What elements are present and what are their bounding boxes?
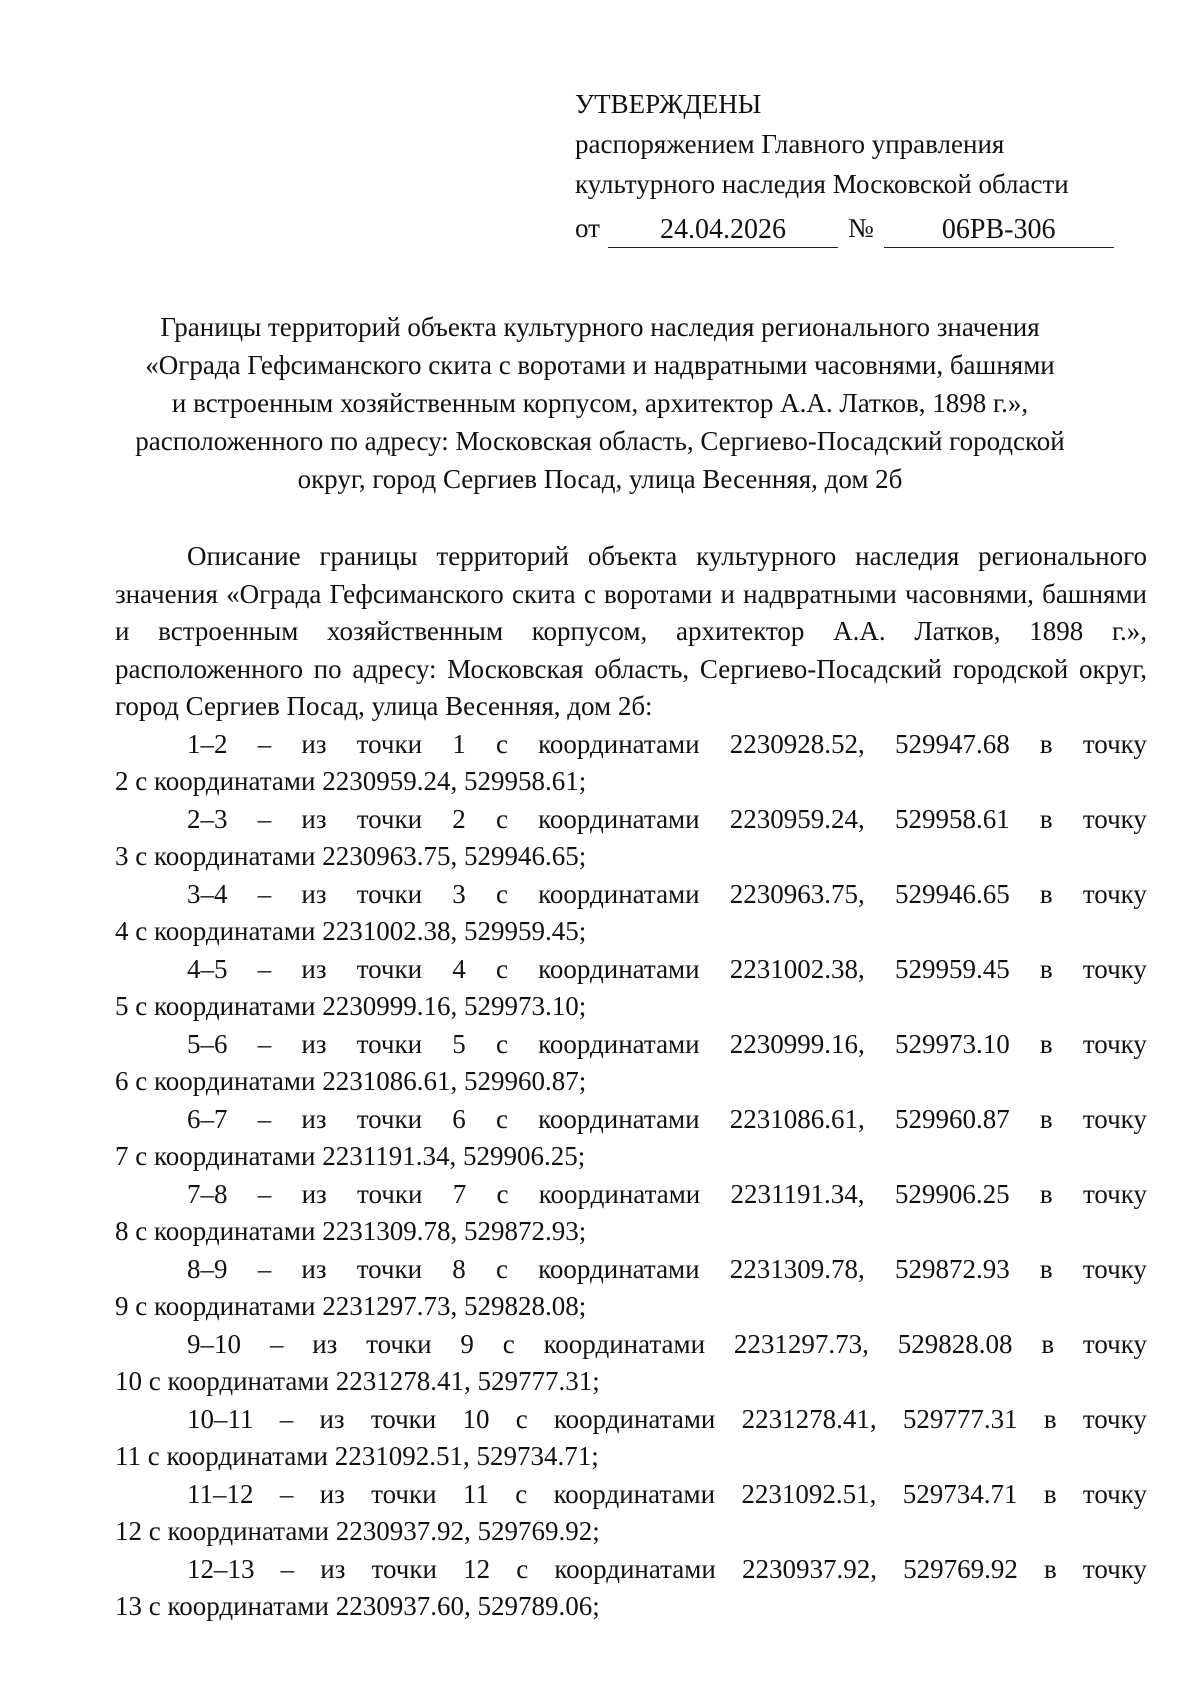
from-word: из bbox=[301, 803, 327, 834]
segment-id: 5–6 bbox=[187, 1028, 228, 1059]
approval-line-2: культурного наследия Московской области bbox=[575, 169, 1069, 199]
approval-number: 06РВ-306 bbox=[884, 213, 1114, 248]
coords-word: координатами bbox=[538, 953, 700, 984]
document-body bbox=[115, 538, 1147, 1626]
dash: – bbox=[257, 1178, 272, 1209]
in-word: в bbox=[1043, 1553, 1057, 1584]
segment-first-line bbox=[115, 876, 1147, 914]
from-label: от bbox=[575, 213, 600, 243]
segment-second-line: 12 с координатами 2230937.92, 529769.92; bbox=[115, 1516, 600, 1546]
coords-word: координатами bbox=[554, 1553, 716, 1584]
segment-first-line bbox=[115, 1176, 1147, 1214]
segment-first-line bbox=[115, 951, 1147, 989]
with-word: с bbox=[515, 1403, 528, 1434]
to-point-word: точку bbox=[1082, 1328, 1147, 1359]
from-coord-y: 529769.92 bbox=[903, 1553, 1018, 1584]
point-word: точки bbox=[357, 1178, 423, 1209]
with-word: с bbox=[502, 1328, 515, 1359]
point-word: точки bbox=[356, 728, 423, 759]
segment-first-line bbox=[115, 1551, 1147, 1589]
from-word: из bbox=[301, 953, 327, 984]
from-point: 1 bbox=[452, 728, 466, 759]
segment-first-line bbox=[115, 1401, 1147, 1439]
from-coord-y: 529960.87 bbox=[894, 1103, 1010, 1134]
point-word: точки bbox=[356, 1028, 423, 1059]
number-sign: № bbox=[847, 213, 874, 243]
from-coord-y: 529777.31 bbox=[902, 1403, 1018, 1434]
from-point: 4 bbox=[452, 953, 466, 984]
coords-word: координатами bbox=[538, 1178, 701, 1209]
from-word: из bbox=[301, 1178, 327, 1209]
segment-second-line: 4 с координатами 2231002.38, 529959.45; bbox=[115, 916, 587, 946]
boundary-segment bbox=[115, 951, 1147, 1026]
segment-second-line: 10 с координатами 2231278.41, 529777.31; bbox=[115, 1366, 600, 1396]
coords-word: координатами bbox=[538, 1028, 700, 1059]
from-coord-x: 2231092.51, bbox=[741, 1478, 877, 1509]
boundary-segment bbox=[115, 1251, 1147, 1326]
segment-first-line bbox=[115, 1326, 1147, 1364]
from-point: 7 bbox=[452, 1178, 467, 1209]
from-coord-x: 2230928.52, bbox=[729, 728, 865, 759]
from-word: из bbox=[301, 1028, 327, 1059]
segment-id: 12–13 bbox=[187, 1553, 255, 1584]
boundary-segment bbox=[115, 726, 1147, 801]
in-word: в bbox=[1039, 728, 1053, 759]
segment-first-line bbox=[115, 1476, 1147, 1514]
dash: – bbox=[257, 953, 272, 984]
from-word: из bbox=[301, 878, 327, 909]
in-word: в bbox=[1039, 803, 1053, 834]
title-line: и встроенным хозяйственным корпусом, архитектор А.А. Латков, 1898 г.», bbox=[171, 388, 1029, 418]
coords-word: координатами bbox=[538, 1253, 700, 1284]
from-coord-y: 529828.08 bbox=[897, 1328, 1013, 1359]
segment-id: 6–7 bbox=[187, 1103, 228, 1134]
from-word: из bbox=[319, 1403, 345, 1434]
from-coord-x: 2230999.16, bbox=[729, 1028, 865, 1059]
in-word: в bbox=[1041, 1328, 1055, 1359]
coords-word: координатами bbox=[538, 728, 700, 759]
segment-list bbox=[115, 726, 1147, 1626]
in-word: в bbox=[1039, 1178, 1053, 1209]
with-word: с bbox=[495, 1103, 508, 1134]
dash: – bbox=[257, 803, 272, 834]
boundary-segment bbox=[115, 1326, 1147, 1401]
segment-second-line: 9 с координатами 2231297.73, 529828.08; bbox=[115, 1291, 587, 1321]
with-word: с bbox=[495, 878, 508, 909]
from-point: 8 bbox=[452, 1253, 466, 1284]
segment-id: 9–10 bbox=[187, 1328, 241, 1359]
boundary-segment bbox=[115, 1551, 1147, 1626]
segment-first-line bbox=[115, 1251, 1147, 1289]
to-point-word: точку bbox=[1082, 953, 1147, 984]
segment-second-line: 6 с координатами 2231086.61, 529960.87; bbox=[115, 1066, 587, 1096]
point-word: точки bbox=[356, 953, 423, 984]
dash: – bbox=[279, 1478, 294, 1509]
segment-second-line: 13 с координатами 2230937.60, 529789.06; bbox=[115, 1591, 600, 1621]
segment-id: 11–12 bbox=[187, 1478, 254, 1509]
segment-id: 7–8 bbox=[187, 1178, 228, 1209]
point-word: точки bbox=[356, 1103, 423, 1134]
segment-id: 1–2 bbox=[187, 728, 228, 759]
dash: – bbox=[269, 1328, 284, 1359]
from-coord-y: 529959.45 bbox=[894, 953, 1010, 984]
title-line: Границы территорий объекта культурного наследия регионального значения bbox=[160, 312, 1040, 342]
from-word: из bbox=[319, 1478, 345, 1509]
to-point-word: точку bbox=[1082, 1103, 1147, 1134]
point-word: точки bbox=[366, 1328, 432, 1359]
segment-second-line: 11 с координатами 2231092.51, 529734.71; bbox=[115, 1441, 599, 1471]
from-coord-y: 529734.71 bbox=[902, 1478, 1018, 1509]
boundary-segment bbox=[115, 1101, 1147, 1176]
intro-paragraph: Описание границы территорий объекта культурного наследия регионального значения «Ограда Гефсиманского скита с воротами и надвратными часовнями, башнями и встроенным хозяйственным корпусом, архитектор А.А. Латков, 1898 г.», расположенного по адресу: Московская область, Сергиево-Посадский городской округ, город Сергиев Посад, улица Весенняя, дом 2б: bbox=[115, 541, 1147, 721]
segment-first-line bbox=[115, 726, 1147, 764]
in-word: в bbox=[1039, 953, 1053, 984]
segment-second-line: 5 с координатами 2230999.16, 529973.10; bbox=[115, 991, 587, 1021]
segment-first-line bbox=[115, 801, 1147, 839]
approval-date: 24.04.2026 bbox=[608, 213, 838, 248]
point-word: точки bbox=[356, 878, 423, 909]
with-word: с bbox=[495, 1253, 508, 1284]
segment-id: 3–4 bbox=[187, 878, 228, 909]
with-word: с bbox=[515, 1478, 528, 1509]
coords-word: координатами bbox=[538, 1103, 700, 1134]
dash: – bbox=[257, 878, 272, 909]
boundary-segment bbox=[115, 801, 1147, 876]
point-word: точки bbox=[370, 1403, 437, 1434]
segment-second-line: 3 с координатами 2230963.75, 529946.65; bbox=[115, 841, 587, 871]
dash: – bbox=[257, 1028, 272, 1059]
from-point: 5 bbox=[452, 1028, 466, 1059]
title-line: округ, город Сергиев Посад, улица Весенняя, дом 2б bbox=[297, 464, 903, 494]
title-line: расположенного по адресу: Московская область, Сергиево-Посадский городской bbox=[135, 426, 1065, 456]
segment-id: 10–11 bbox=[187, 1403, 254, 1434]
with-word: с bbox=[495, 803, 508, 834]
from-point: 12 bbox=[463, 1553, 491, 1584]
coords-word: координатами bbox=[538, 878, 700, 909]
from-coord-x: 2230937.92, bbox=[741, 1553, 877, 1584]
coords-word: координатами bbox=[553, 1403, 716, 1434]
from-point: 10 bbox=[462, 1403, 490, 1434]
segment-first-line bbox=[115, 1101, 1147, 1139]
from-coord-x: 2231086.61, bbox=[729, 1103, 865, 1134]
from-word: из bbox=[301, 1103, 327, 1134]
to-point-word: точку bbox=[1082, 1403, 1147, 1434]
to-point-word: точку bbox=[1082, 1478, 1147, 1509]
from-coord-x: 2231278.41, bbox=[741, 1403, 877, 1434]
in-word: в bbox=[1043, 1403, 1057, 1434]
boundary-segment bbox=[115, 1401, 1147, 1476]
coords-word: координатами bbox=[553, 1478, 716, 1509]
from-coord-x: 2231191.34, bbox=[730, 1178, 865, 1209]
to-point-word: точку bbox=[1082, 1178, 1147, 1209]
to-point-word: точку bbox=[1082, 1253, 1147, 1284]
from-coord-x: 2231297.73, bbox=[733, 1328, 869, 1359]
boundary-segment bbox=[115, 876, 1147, 951]
from-word: из bbox=[301, 728, 327, 759]
segment-first-line bbox=[115, 1026, 1147, 1064]
segment-second-line: 2 с координатами 2230959.24, 529958.61; bbox=[115, 766, 587, 796]
from-point: 9 bbox=[460, 1328, 474, 1359]
in-word: в bbox=[1043, 1478, 1057, 1509]
in-word: в bbox=[1039, 1103, 1053, 1134]
from-word: из bbox=[312, 1328, 338, 1359]
from-coord-y: 529958.61 bbox=[894, 803, 1010, 834]
to-point-word: точку bbox=[1082, 878, 1147, 909]
dash: – bbox=[280, 1553, 295, 1584]
from-coord-y: 529872.93 bbox=[894, 1253, 1010, 1284]
from-coord-x: 2231002.38, bbox=[729, 953, 865, 984]
coords-word: координатами bbox=[538, 803, 700, 834]
coords-word: координатами bbox=[543, 1328, 706, 1359]
with-word: с bbox=[495, 728, 508, 759]
segment-second-line: 7 с координатами 2231191.34, 529906.25; bbox=[115, 1141, 586, 1171]
to-point-word: точку bbox=[1082, 728, 1147, 759]
approval-block bbox=[575, 84, 1115, 248]
dash: – bbox=[257, 1103, 272, 1134]
from-point: 6 bbox=[452, 1103, 466, 1134]
in-word: в bbox=[1039, 1253, 1053, 1284]
title-line: «Ограда Гефсиманского скита с воротами и надвратными часовнями, башнями bbox=[145, 350, 1055, 380]
segment-id: 2–3 bbox=[187, 803, 228, 834]
to-point-word: точку bbox=[1082, 1028, 1147, 1059]
with-word: с bbox=[516, 1553, 529, 1584]
from-coord-x: 2230959.24, bbox=[729, 803, 865, 834]
boundary-segment bbox=[115, 1176, 1147, 1251]
from-word: из bbox=[301, 1253, 327, 1284]
from-coord-y: 529947.68 bbox=[894, 728, 1010, 759]
with-word: с bbox=[495, 1028, 508, 1059]
with-word: с bbox=[496, 1178, 509, 1209]
dash: – bbox=[279, 1403, 294, 1434]
approval-line-1: распоряжением Главного управления bbox=[575, 129, 1005, 159]
segment-second-line: 8 с координатами 2231309.78, 529872.93; bbox=[115, 1216, 587, 1246]
from-coord-x: 2230963.75, bbox=[729, 878, 865, 909]
document-title bbox=[100, 308, 1100, 498]
point-word: точки bbox=[356, 1253, 423, 1284]
boundary-segment bbox=[115, 1026, 1147, 1101]
from-coord-y: 529906.25 bbox=[894, 1178, 1010, 1209]
point-word: точки bbox=[371, 1478, 437, 1509]
to-point-word: точку bbox=[1082, 803, 1147, 834]
in-word: в bbox=[1039, 878, 1053, 909]
dash: – bbox=[257, 1253, 272, 1284]
from-point: 2 bbox=[452, 803, 466, 834]
approval-date-row bbox=[575, 204, 1115, 248]
point-word: точки bbox=[356, 803, 423, 834]
segment-id: 8–9 bbox=[187, 1253, 228, 1284]
with-word: с bbox=[495, 953, 508, 984]
from-point: 3 bbox=[452, 878, 466, 909]
from-point: 11 bbox=[462, 1478, 489, 1509]
in-word: в bbox=[1039, 1028, 1053, 1059]
boundary-segment bbox=[115, 1476, 1147, 1551]
from-coord-y: 529973.10 bbox=[894, 1028, 1010, 1059]
from-coord-y: 529946.65 bbox=[894, 878, 1010, 909]
point-word: точки bbox=[371, 1553, 437, 1584]
from-word: из bbox=[320, 1553, 346, 1584]
from-coord-x: 2231309.78, bbox=[729, 1253, 865, 1284]
dash: – bbox=[257, 728, 272, 759]
segment-id: 4–5 bbox=[187, 953, 228, 984]
to-point-word: точку bbox=[1082, 1553, 1147, 1584]
approval-heading: УТВЕРЖДЕНЫ bbox=[575, 89, 762, 119]
